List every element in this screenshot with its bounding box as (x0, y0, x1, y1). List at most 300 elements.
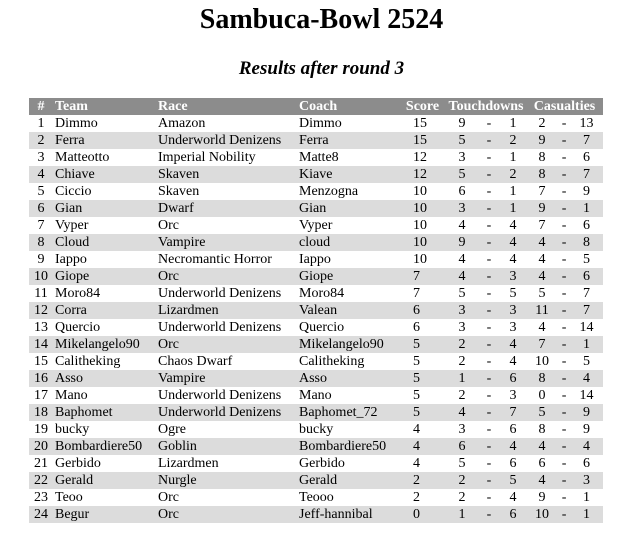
cell-casualties-for: 8 (526, 370, 558, 387)
cell-casualties-against: 9 (570, 404, 603, 421)
cell-race: Skaven (156, 166, 297, 183)
cell-race: Underworld Denizens (156, 404, 297, 421)
cell-touchdowns-against: 1 (509, 184, 517, 199)
cell-score: 15 (399, 132, 446, 149)
cell-score: 12 (399, 166, 446, 183)
cell-race: Nurgle (156, 472, 297, 489)
cell-score: 4 (399, 438, 446, 455)
cell-casualties-against: 7 (570, 166, 603, 183)
cell-touchdowns-for: 3 (458, 422, 466, 437)
cell-team: Asso (53, 370, 156, 387)
cell-casualties-separator: - (561, 184, 567, 199)
cell-touchdowns-for: 5 (458, 456, 466, 471)
cell-casualties-for: 11 (526, 302, 558, 319)
cell-team: Ferra (53, 132, 156, 149)
cell-casualties-separator: - (558, 472, 570, 489)
cell-coach: Iappo (299, 252, 331, 267)
cell-casualties-against: 6 (583, 456, 591, 471)
table-row (29, 438, 603, 455)
cell-touchdowns-against: 4 (500, 234, 526, 251)
cell-score: 5 (399, 336, 446, 353)
cell-score: 4 (413, 456, 420, 471)
cell-casualties-against: 6 (570, 268, 603, 285)
cell-coach: Asso (297, 370, 399, 387)
cell-casualties-for: 8 (538, 422, 546, 437)
cell-race: Vampire (156, 234, 297, 251)
cell-touchdowns-against: 1 (509, 116, 517, 131)
cell-casualties-for: 4 (526, 268, 558, 285)
cell-coach: Valean (297, 302, 399, 319)
cell-coach: Calitheking (299, 354, 365, 369)
cell-touchdowns-separator: - (486, 286, 492, 301)
cell-casualties-for: 9 (526, 200, 558, 217)
table-row (29, 336, 603, 353)
cell-touchdowns-separator: - (478, 132, 500, 149)
cell-casualties-against: 5 (583, 354, 591, 369)
cell-touchdowns-for: 6 (458, 184, 466, 199)
cell-touchdowns-for: 4 (458, 218, 466, 233)
cell-race: Orc (158, 490, 179, 505)
cell-team: Baphomet (53, 404, 156, 421)
cell-touchdowns-against: 1 (509, 150, 517, 165)
cell-race: Underworld Denizens (156, 132, 297, 149)
cell-touchdowns-separator: - (478, 302, 500, 319)
cell-race: Chaos Dwarf (158, 354, 233, 369)
cell-casualties-against: 14 (579, 388, 594, 403)
cell-race: Dwarf (156, 200, 297, 217)
cell-touchdowns-against: 6 (509, 456, 517, 471)
cell-race: Imperial Nobility (158, 150, 256, 165)
cell-race: Amazon (158, 116, 206, 131)
table-row (29, 115, 603, 132)
cell-race: Necromantic Horror (158, 252, 272, 267)
cell-touchdowns-separator: - (478, 166, 500, 183)
cell-touchdowns-for: 5 (446, 132, 478, 149)
cell-touchdowns-separator: - (486, 354, 492, 369)
cell-touchdowns-for: 1 (446, 370, 478, 387)
header-race: Race (156, 98, 297, 115)
results-table (29, 98, 603, 523)
cell-casualties-against: 5 (583, 252, 591, 267)
cell-rank: 18 (29, 404, 53, 421)
cell-coach: bucky (299, 422, 334, 437)
cell-touchdowns-separator: - (478, 268, 500, 285)
cell-casualties-against: 1 (570, 200, 603, 217)
cell-rank: 11 (34, 286, 48, 301)
cell-race: Vampire (156, 370, 297, 387)
cell-casualties-for: 10 (526, 506, 558, 523)
table-row (29, 387, 603, 404)
cell-casualties-for: 4 (538, 320, 546, 335)
cell-score: 5 (399, 370, 446, 387)
cell-score: 0 (399, 506, 446, 523)
table-row (29, 455, 603, 472)
cell-race: Underworld Denizens (158, 388, 282, 403)
cell-casualties-separator: - (558, 268, 570, 285)
cell-casualties-against: 6 (583, 218, 591, 233)
table-row (29, 404, 603, 421)
cell-score: 10 (399, 234, 446, 251)
cell-touchdowns-for: 3 (446, 200, 478, 217)
cell-coach: Moro84 (299, 286, 345, 301)
cell-race: Underworld Denizens (158, 320, 282, 335)
cell-touchdowns-separator: - (478, 472, 500, 489)
cell-touchdowns-for: 4 (458, 252, 466, 267)
cell-touchdowns-separator: - (478, 200, 500, 217)
cell-coach: Baphomet_72 (297, 404, 399, 421)
cell-rank: 9 (37, 252, 45, 267)
cell-race: Goblin (156, 438, 297, 455)
table-row (29, 489, 603, 506)
cell-coach: Menzogna (299, 184, 359, 199)
cell-casualties-for: 0 (538, 388, 546, 403)
header-coach: Coach (297, 98, 399, 115)
cell-coach: Gerbido (299, 456, 345, 471)
cell-team: Vyper (55, 218, 89, 233)
cell-touchdowns-against: 3 (500, 302, 526, 319)
cell-touchdowns-separator: - (486, 320, 492, 335)
table-row (29, 200, 603, 217)
cell-rank: 20 (29, 438, 53, 455)
cell-team: Mano (55, 388, 88, 403)
cell-casualties-for: 2 (538, 116, 546, 131)
table-row (29, 166, 603, 183)
table-row (29, 183, 603, 200)
cell-casualties-separator: - (561, 490, 567, 505)
header-touchdowns: Touchdowns (446, 98, 526, 115)
cell-coach: Gerald (297, 472, 399, 489)
table-row (29, 285, 603, 302)
cell-score: 5 (413, 354, 420, 369)
cell-rank: 4 (29, 166, 53, 183)
cell-casualties-for: 4 (526, 438, 558, 455)
cell-rank: 3 (37, 150, 45, 165)
cell-touchdowns-against: 6 (500, 370, 526, 387)
cell-touchdowns-separator: - (478, 336, 500, 353)
cell-race: Orc (156, 506, 297, 523)
cell-casualties-separator: - (558, 438, 570, 455)
cell-race: Ogre (158, 422, 186, 437)
cell-race: Lizardmen (158, 456, 219, 471)
cell-touchdowns-against: 2 (500, 166, 526, 183)
cell-touchdowns-separator: - (486, 388, 492, 403)
results-body (29, 115, 603, 523)
cell-race: Underworld Denizens (158, 286, 282, 301)
cell-touchdowns-for: 5 (458, 286, 466, 301)
cell-race: Skaven (158, 184, 200, 199)
cell-casualties-against: 8 (570, 234, 603, 251)
table-row (29, 472, 603, 489)
cell-coach: Ferra (297, 132, 399, 149)
cell-coach: Matte8 (299, 150, 339, 165)
cell-touchdowns-for: 3 (458, 320, 466, 335)
cell-casualties-for: 4 (526, 234, 558, 251)
cell-touchdowns-for: 2 (446, 336, 478, 353)
cell-touchdowns-against: 6 (509, 422, 517, 437)
cell-casualties-separator: - (558, 132, 570, 149)
header-team: Team (53, 98, 156, 115)
cell-touchdowns-separator: - (478, 404, 500, 421)
table-row (29, 132, 603, 149)
cell-casualties-against: 7 (570, 302, 603, 319)
cell-casualties-for: 4 (526, 472, 558, 489)
cell-touchdowns-against: 4 (509, 218, 517, 233)
cell-rank: 17 (34, 388, 48, 403)
cell-casualties-separator: - (558, 234, 570, 251)
cell-rank: 16 (29, 370, 53, 387)
cell-casualties-for: 4 (538, 252, 546, 267)
cell-casualties-against: 1 (570, 336, 603, 353)
cell-team: Gerbido (55, 456, 101, 471)
cell-score: 10 (413, 252, 427, 267)
cell-casualties-separator: - (561, 354, 567, 369)
cell-coach: Teooo (299, 490, 334, 505)
cell-casualties-for: 8 (538, 150, 546, 165)
cell-casualties-against: 14 (579, 320, 594, 335)
cell-casualties-separator: - (558, 302, 570, 319)
cell-team: Giope (53, 268, 156, 285)
cell-casualties-separator: - (561, 116, 567, 131)
header-casualties: Casualties (526, 98, 603, 115)
cell-touchdowns-against: 3 (509, 320, 517, 335)
cell-casualties-separator: - (558, 404, 570, 421)
cell-coach: Vyper (299, 218, 333, 233)
cell-score: 5 (413, 388, 420, 403)
cell-touchdowns-for: 2 (458, 490, 466, 505)
cell-rank: 7 (37, 218, 45, 233)
cell-team: Dimmo (55, 116, 98, 131)
cell-rank: 10 (29, 268, 53, 285)
cell-score: 12 (413, 150, 427, 165)
cell-rank: 24 (29, 506, 53, 523)
header-score: Score (399, 98, 446, 115)
cell-casualties-for: 5 (526, 404, 558, 421)
cell-casualties-against: 3 (570, 472, 603, 489)
cell-team: Begur (53, 506, 156, 523)
cell-casualties-against: 13 (579, 116, 594, 131)
header-row (29, 98, 603, 115)
cell-casualties-against: 4 (570, 438, 603, 455)
cell-score: 10 (413, 184, 427, 199)
cell-touchdowns-for: 2 (446, 472, 478, 489)
header-num: # (29, 98, 53, 115)
cell-touchdowns-separator: - (486, 184, 492, 199)
cell-touchdowns-separator: - (486, 252, 492, 267)
cell-casualties-for: 7 (538, 218, 546, 233)
cell-touchdowns-against: 5 (500, 472, 526, 489)
cell-team: Mikelangelo90 (53, 336, 156, 353)
table-row (29, 234, 603, 251)
cell-touchdowns-separator: - (486, 150, 492, 165)
cell-casualties-for: 6 (538, 456, 546, 471)
table-row (29, 251, 603, 268)
table-row (29, 370, 603, 387)
cell-team: Gian (53, 200, 156, 217)
cell-touchdowns-separator: - (478, 438, 500, 455)
cell-rank: 19 (34, 422, 48, 437)
cell-team: Moro84 (55, 286, 101, 301)
cell-team: Iappo (55, 252, 87, 267)
cell-casualties-for: 7 (526, 336, 558, 353)
cell-casualties-separator: - (561, 286, 567, 301)
cell-team: Quercio (55, 320, 101, 335)
cell-touchdowns-against: 3 (500, 268, 526, 285)
cell-touchdowns-against: 7 (500, 404, 526, 421)
cell-touchdowns-against: 5 (509, 286, 517, 301)
cell-casualties-against: 7 (583, 286, 591, 301)
page-subtitle: Results after round 3 (238, 58, 405, 79)
cell-coach: Quercio (299, 320, 345, 335)
cell-casualties-against: 6 (583, 150, 591, 165)
cell-team: Ciccio (55, 184, 92, 199)
cell-touchdowns-for: 1 (446, 506, 478, 523)
cell-team: Cloud (53, 234, 156, 251)
table-row (29, 149, 603, 166)
cell-casualties-against: 1 (583, 490, 591, 505)
cell-score: 4 (413, 422, 420, 437)
cell-casualties-separator: - (561, 150, 567, 165)
cell-touchdowns-for: 4 (446, 268, 478, 285)
cell-score: 10 (413, 218, 427, 233)
cell-score: 15 (413, 116, 427, 131)
cell-touchdowns-for: 9 (446, 234, 478, 251)
cell-coach: cloud (297, 234, 399, 251)
cell-rank: 22 (29, 472, 53, 489)
cell-casualties-for: 9 (538, 490, 546, 505)
cell-touchdowns-against: 6 (500, 506, 526, 523)
cell-touchdowns-against: 1 (500, 200, 526, 217)
cell-touchdowns-for: 3 (458, 150, 466, 165)
cell-rank: 2 (29, 132, 53, 149)
cell-casualties-separator: - (558, 200, 570, 217)
cell-team: Teoo (55, 490, 83, 505)
cell-touchdowns-for: 2 (458, 354, 466, 369)
cell-team: Bombardiere50 (53, 438, 156, 455)
cell-touchdowns-against: 3 (509, 388, 517, 403)
cell-rank: 8 (29, 234, 53, 251)
cell-touchdowns-separator: - (486, 422, 492, 437)
cell-rank: 15 (34, 354, 48, 369)
cell-coach: Jeff-hannibal (297, 506, 399, 523)
cell-race: Orc (156, 336, 297, 353)
cell-touchdowns-separator: - (478, 234, 500, 251)
cell-casualties-for: 10 (535, 354, 550, 369)
cell-touchdowns-for: 6 (446, 438, 478, 455)
table-row (29, 268, 603, 285)
cell-team: Calitheking (55, 354, 121, 369)
cell-touchdowns-separator: - (486, 218, 492, 233)
table-row (29, 353, 603, 370)
cell-casualties-for: 9 (526, 132, 558, 149)
cell-touchdowns-for: 2 (458, 388, 466, 403)
cell-casualties-for: 8 (526, 166, 558, 183)
cell-coach: Gian (297, 200, 399, 217)
cell-casualties-separator: - (561, 218, 567, 233)
cell-coach: Giope (297, 268, 399, 285)
cell-rank: 14 (29, 336, 53, 353)
page-title: Sambuca-Bowl 2524 (199, 4, 444, 35)
cell-casualties-separator: - (561, 320, 567, 335)
cell-coach: Mano (299, 388, 332, 403)
cell-casualties-for: 5 (538, 286, 546, 301)
cell-casualties-separator: - (558, 166, 570, 183)
cell-casualties-separator: - (561, 422, 567, 437)
cell-coach: Bombardiere50 (297, 438, 399, 455)
cell-coach: Kiave (297, 166, 399, 183)
cell-casualties-for: 7 (538, 184, 546, 199)
cell-score: 5 (399, 404, 446, 421)
cell-coach: Mikelangelo90 (297, 336, 399, 353)
cell-casualties-against: 4 (570, 370, 603, 387)
cell-touchdowns-separator: - (478, 370, 500, 387)
cell-team: Corra (53, 302, 156, 319)
cell-rank: 13 (34, 320, 48, 335)
cell-touchdowns-for: 4 (446, 404, 478, 421)
cell-score: 2 (413, 490, 420, 505)
table-row (29, 319, 603, 336)
cell-score: 6 (413, 320, 420, 335)
cell-touchdowns-against: 4 (509, 490, 517, 505)
cell-score: 2 (399, 472, 446, 489)
cell-touchdowns-against: 4 (500, 336, 526, 353)
cell-rank: 1 (37, 116, 45, 131)
table-row (29, 421, 603, 438)
cell-rank: 12 (29, 302, 53, 319)
cell-touchdowns-against: 4 (509, 354, 517, 369)
cell-rank: 23 (34, 490, 48, 505)
cell-score: 7 (413, 286, 420, 301)
cell-rank: 5 (37, 184, 45, 199)
cell-coach: Dimmo (299, 116, 342, 131)
cell-team: bucky (55, 422, 90, 437)
cell-race: Orc (158, 218, 179, 233)
cell-casualties-separator: - (561, 388, 567, 403)
cell-touchdowns-against: 4 (509, 252, 517, 267)
cell-touchdowns-for: 3 (446, 302, 478, 319)
cell-casualties-separator: - (561, 252, 567, 267)
cell-casualties-against: 7 (570, 132, 603, 149)
cell-casualties-separator: - (558, 506, 570, 523)
cell-casualties-separator: - (558, 336, 570, 353)
cell-touchdowns-for: 9 (458, 116, 466, 131)
cell-team: Chiave (53, 166, 156, 183)
cell-team: Gerald (53, 472, 156, 489)
cell-touchdowns-against: 4 (500, 438, 526, 455)
cell-casualties-against: 9 (583, 422, 591, 437)
table-row (29, 506, 603, 523)
cell-touchdowns-separator: - (486, 490, 492, 505)
cell-casualties-against: 1 (570, 506, 603, 523)
cell-score: 7 (399, 268, 446, 285)
cell-touchdowns-separator: - (486, 456, 492, 471)
cell-casualties-separator: - (561, 456, 567, 471)
cell-touchdowns-separator: - (478, 506, 500, 523)
cell-race: Lizardmen (156, 302, 297, 319)
cell-team: Matteotto (55, 150, 110, 165)
cell-touchdowns-against: 2 (500, 132, 526, 149)
table-row (29, 302, 603, 319)
cell-casualties-against: 9 (583, 184, 591, 199)
cell-touchdowns-for: 5 (446, 166, 478, 183)
cell-rank: 21 (34, 456, 48, 471)
cell-touchdowns-separator: - (486, 116, 492, 131)
table-row (29, 217, 603, 234)
cell-casualties-separator: - (558, 370, 570, 387)
cell-race: Orc (156, 268, 297, 285)
cell-rank: 6 (29, 200, 53, 217)
cell-score: 10 (399, 200, 446, 217)
cell-score: 6 (399, 302, 446, 319)
